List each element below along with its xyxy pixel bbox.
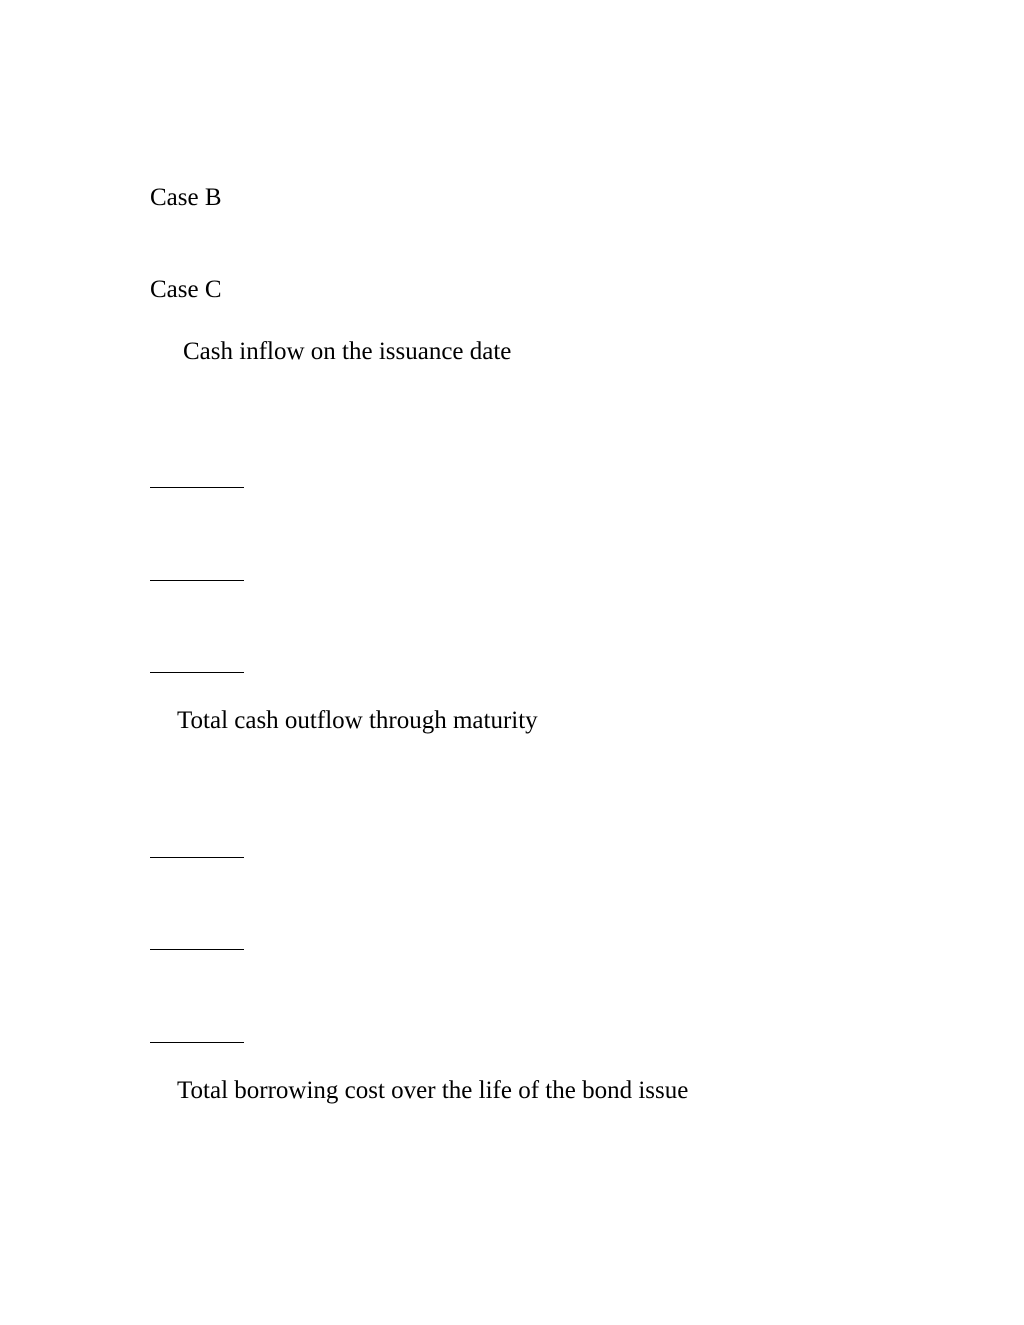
- answer-blank-4[interactable]: [150, 857, 244, 858]
- answer-blank-3[interactable]: [150, 672, 244, 673]
- case-c-label: Case C: [150, 276, 222, 303]
- answer-blank-6[interactable]: [150, 1042, 244, 1043]
- answer-blank-5[interactable]: [150, 949, 244, 950]
- cash-inflow-label: Cash inflow on the issuance date: [183, 338, 512, 365]
- case-b-label: Case B: [150, 184, 222, 211]
- total-cash-outflow-label: Total cash outflow through maturity: [177, 707, 538, 734]
- total-borrowing-cost-label: Total borrowing cost over the life of the bond issue: [177, 1077, 689, 1104]
- answer-blank-2[interactable]: [150, 580, 244, 581]
- answer-blank-1[interactable]: [150, 487, 244, 488]
